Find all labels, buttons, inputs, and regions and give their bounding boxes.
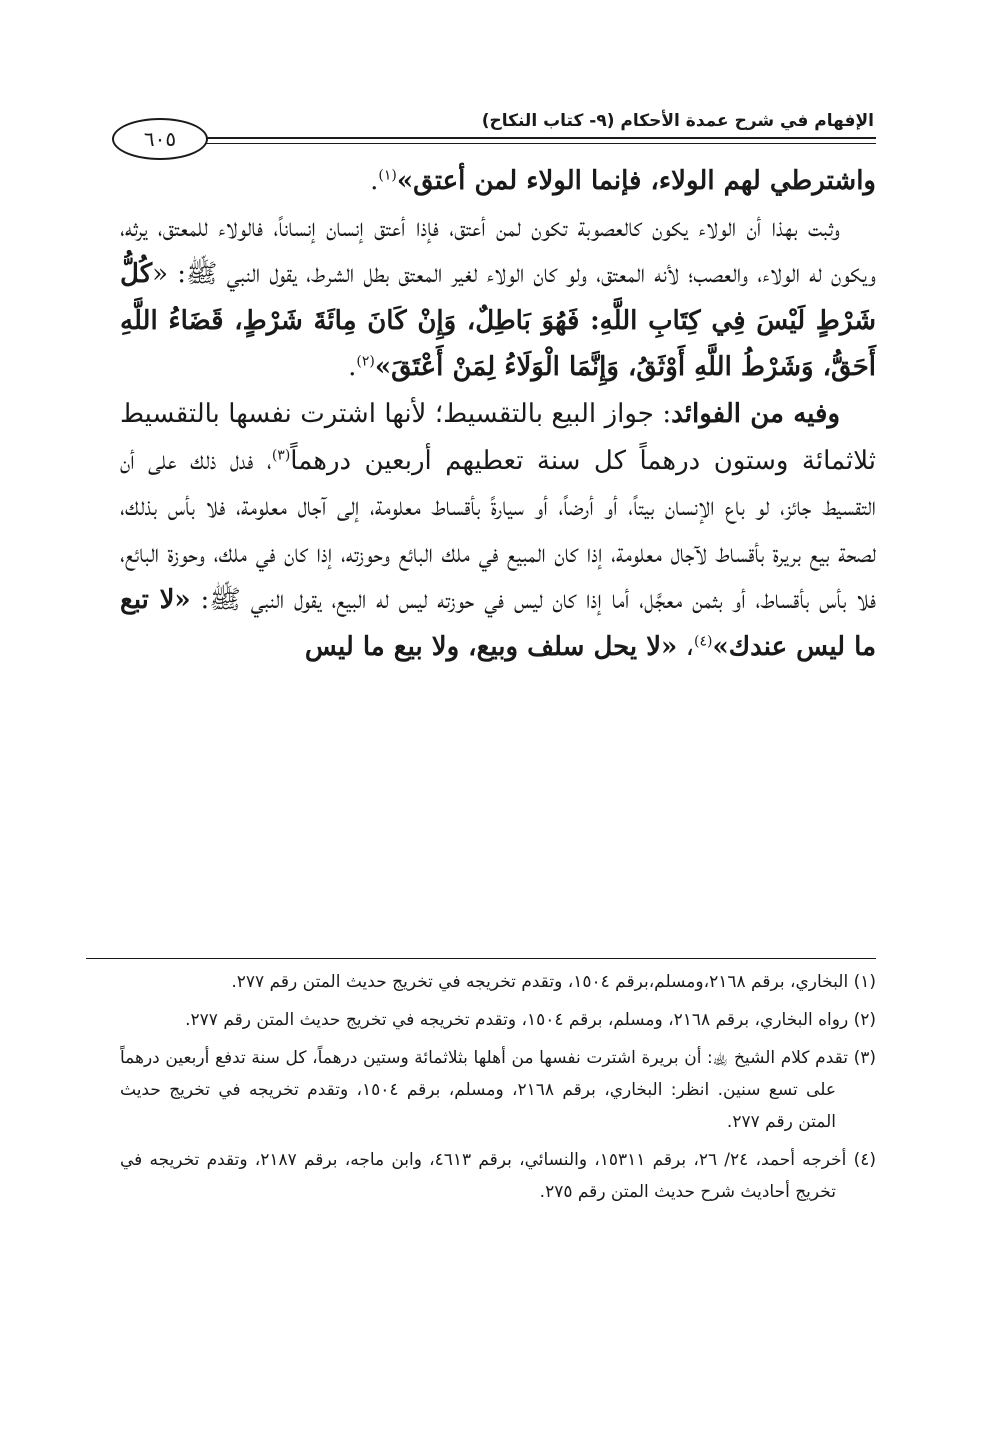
footnotes bbox=[120, 966, 876, 1214]
hadith-quote: كُلُّ شَرْطٍ لَيْسَ فِي كِتَابِ اللَّهِ: فَهُوَ بَاطِلٌ، وَإِنْ كَانَ مِائَةَ شَرْطٍ، قَضَاءُ اللَّهِ أَحَقُّ، وَشَرْطُ اللَّهِ أَوْثَقُ، وَإِنَّمَا الْوَلَاءُ لِمَنْ أَعْتَقَ» bbox=[120, 259, 876, 383]
footnote-4: (٤) أخرجه أحمد، ٢٤/ ٢٦، برقم ١٥٣١١، والنسائي، برقم ٤٦١٣، وابن ماجه، برقم ٢١٨٧، وتقدم تخريجه في تخريج أحاديث شرح حديث المتن رقم ٢٧٥. bbox=[120, 1150, 876, 1202]
page-number bbox=[112, 118, 208, 160]
hadith-ending: واشترطي لهم الولاء، فإنما الولاء لمن أعتق» bbox=[396, 166, 876, 196]
benefits-heading: وفيه من الفوائد bbox=[671, 398, 840, 429]
footnote-1: (١) البخاري، برقم ٢١٦٨،ومسلم،برقم ١٥٠٤، وتقدم تخريجه في تخريج حديث المتن رقم ٢٧٧. bbox=[231, 972, 876, 992]
footnote-ref-1: (١) bbox=[378, 167, 397, 184]
paragraph-3-text-2: ، فدل ذلك على أن التقسيط جائز، لو باع الإنسان بيتاً، أو أرضاً، أو سيارةً بأقساط معلومة، إلى آجال معلومة، فلا بأس بذلك، لصحة بيع بريرة بأقساط لآجال معلومة، إذا كان المبيع في ملك البائع وحوزته، إذا كان في ملك، وحوزة البائع، فلا بأس بأقساط، أو بثمن معجَّل، أما إذا كان ليس في حوزته ليس له البيع، يقول النبي ﷺ: bbox=[120, 445, 876, 616]
paragraph-1-tail: . bbox=[370, 166, 379, 196]
main-text bbox=[120, 158, 876, 671]
footnote-separator bbox=[86, 958, 876, 959]
paragraph-2 bbox=[120, 205, 876, 391]
paragraph-2-tail: . bbox=[348, 352, 357, 383]
paragraph-3 bbox=[120, 391, 876, 671]
page-number-text: ٦٠٥ bbox=[143, 127, 177, 151]
footnote-ref-2: (٢) bbox=[356, 353, 375, 370]
footnote-ref-3: (٣) bbox=[271, 446, 291, 463]
header-rule-thick bbox=[200, 137, 876, 139]
footnote-2: (٢) رواه البخاري، برقم ٢١٦٨، ومسلم، برقم ١٥٠٤، وتقدم تخريجه في تخريج حديث المتن رقم ٢٧٧. bbox=[185, 1010, 876, 1030]
paragraph-1 bbox=[120, 158, 876, 205]
quote-separator: ، bbox=[677, 631, 694, 662]
header-rule-thin bbox=[200, 143, 876, 144]
hadith-quote-2: «لا تبع ما ليس عندك» bbox=[120, 585, 876, 662]
footnote-ref-4: (٤) bbox=[693, 633, 713, 650]
hadith-quote-3: «لا يحل سلف وبيع، ولا بيع ما ليس bbox=[304, 631, 678, 662]
footnote-3: (٣) تقدم كلام الشيخ ﵀: أن بريرة اشترت نفسها من أهلها بثلاثمائة وستين درهماً، كل سنة تدفع أربعين درهماً على تسع سنين. انظر: البخاري، برقم ٢١٦٨، ومسلم، برقم ١٥٠٤، وتقدم تخريجه في تخريج حديث المتن رقم ٢٧٧. bbox=[120, 1048, 876, 1132]
paragraph-2-intro: وثبت بهذا أن الولاء يكون كالعصوبة تكون لمن أعتق، فإذا أعتق إنسان إنساناً، فالولاء للمعتق، يرثه، ويكون له الولاء، والعصب؛ لأنه المعتق، ولو كان الولاء لغير المعتق بطل الشرط، يقول النبي ﷺ: « bbox=[120, 212, 876, 290]
running-title: الإفهام في شرح عمدة الأحكام (٩- كتاب النكاح) bbox=[481, 111, 874, 131]
paragraph-3-text-1: : جواز البيع بالتقسيط؛ لأنها اشترت نفسها بالتقسيط ثلاثمائة وستون درهماً كل سنة تعطيهم أربعين درهماً bbox=[120, 398, 877, 476]
